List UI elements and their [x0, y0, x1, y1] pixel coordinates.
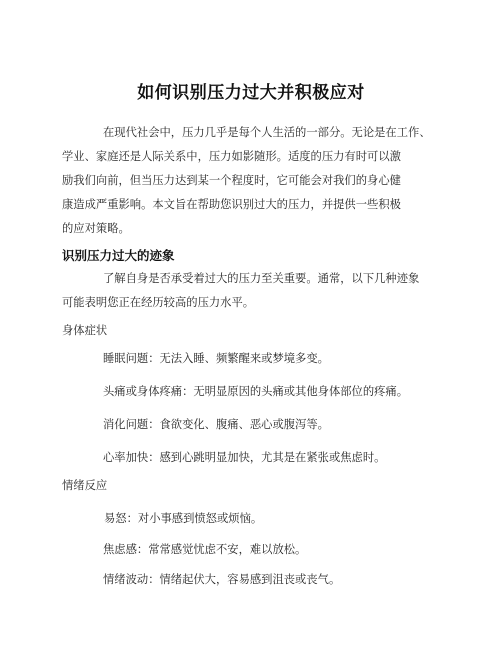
list-item: 情绪波动：情绪起伏大，容易感到沮丧或丧气。 [103, 573, 341, 586]
section-heading: 识别压力过大的迹象 [62, 248, 175, 263]
list-item: 心率加快：感到心跳明显加快，尤其是在紧张或焦虑时。 [103, 451, 386, 464]
section-paragraph-line: 可能表明您正在经历较高的压力水平。 [62, 296, 255, 309]
intro-line: 的应对策略。 [62, 222, 130, 235]
list-item: 焦虑感：常常感觉忧虑不安，难以放松。 [103, 543, 307, 556]
physical-symptoms-label: 身体症状 [62, 324, 108, 337]
list-item: 睡眠问题：无法入睡、频繁醒来或梦境多变。 [103, 352, 329, 365]
intro-line: 康造成严重影响。本文旨在帮助您识别过大的压力，并提供一些积极 [62, 198, 401, 211]
section-paragraph-line: 了解自身是否承受着过大的压力至关重要。通常，以下几种迹象 [103, 272, 420, 285]
intro-line: 学业、家庭还是人际关系中，压力如影随形。适度的压力有时可以激 [62, 150, 401, 163]
list-item: 消化问题：食欲变化、腹痛、恶心或腹泻等。 [103, 418, 329, 431]
emotional-reactions-label: 情绪反应 [62, 479, 108, 492]
document-title: 如何识别压力过大并积极应对 [137, 83, 365, 103]
intro-line: 在现代社会中，压力几乎是每个人生活的一部分。无论是在工作、 [103, 126, 431, 139]
list-item: 头痛或身体疼痛：无明显原因的头痛或其他身体部位的疼痛。 [103, 385, 409, 398]
list-item: 易怒：对小事感到愤怒或烦恼。 [104, 512, 263, 525]
intro-line: 励我们向前，但当压力达到某一个程度时，它可能会对我们的身心健 [62, 174, 401, 187]
